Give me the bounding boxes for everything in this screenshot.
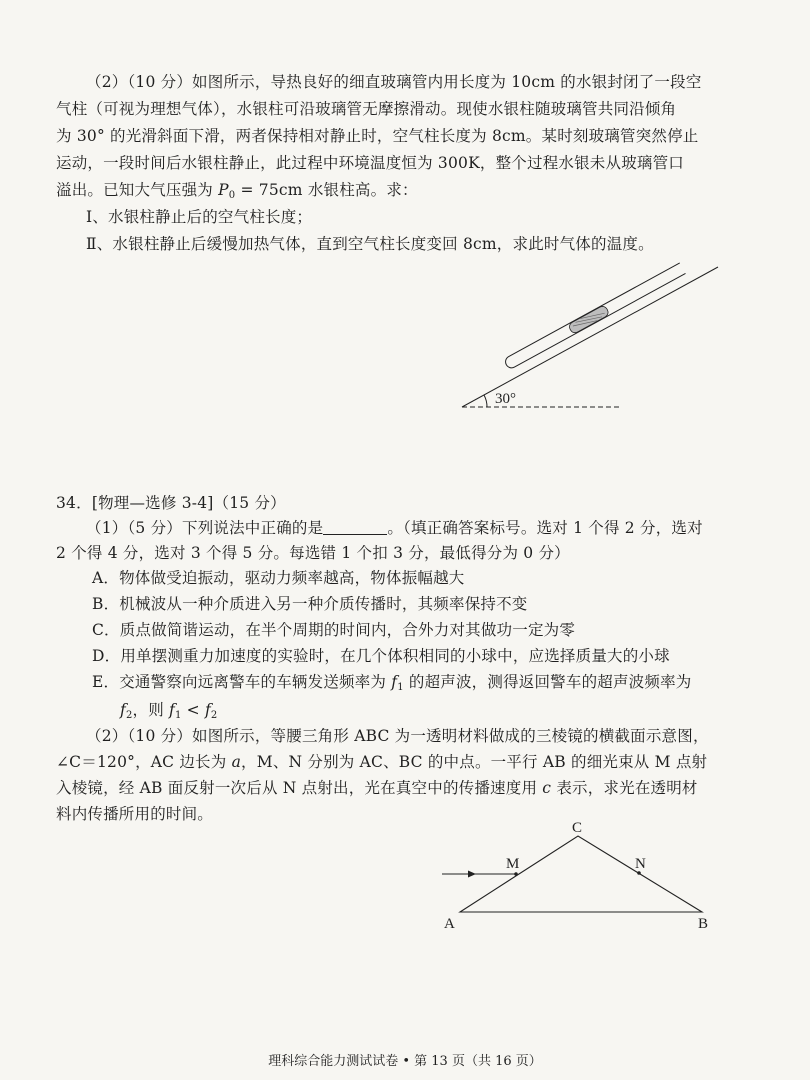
light-speed-symbol: c bbox=[542, 779, 552, 797]
option-d: D．用单摆测重力加速度的实验时，在几个体积相同的小球中，应选择质量大的小球 bbox=[92, 647, 670, 665]
angle-arc bbox=[484, 395, 487, 407]
f2-subscript: 2 bbox=[125, 710, 133, 721]
q34-part1-line-2: 2 个得 4 分，选对 3 个得 5 分。每选错 1 个扣 3 分，最低得分为 0 分） bbox=[56, 544, 570, 562]
q33-line-5-a: 溢出。已知大气压强为 bbox=[56, 181, 219, 199]
q34-part2-l3-a: 入棱镜，经 AB 面反射一次后从 N 点射出，光在真空中的传播速度用 bbox=[56, 779, 543, 797]
answer-blank[interactable] bbox=[323, 520, 387, 535]
q34-part1-line-1 bbox=[86, 518, 703, 538]
option-e-a: E．交通警察向远离警车的车辆发送频率为 bbox=[92, 673, 392, 691]
q34-part1-a: （1）（5 分）下列说法中正确的是 bbox=[86, 519, 324, 537]
glass-tube bbox=[503, 263, 685, 370]
f-symbol: f bbox=[391, 673, 398, 691]
q34-part2-line-4: 料内传播所用的时间。 bbox=[56, 805, 214, 823]
q34-part2-line-1: （2）（10 分）如图所示，等腰三角形 ABC 为一透明材料做成的三棱镜的横截面示意图， bbox=[86, 727, 709, 745]
label-m: M bbox=[506, 856, 520, 872]
page-footer: 理科综合能力测试试卷 • 第 13 页（共 16 页） bbox=[268, 1054, 542, 1069]
q34-part2-l2-b: ，M、N 分别为 AC、BC 的中点。一平行 AB 的细光束从 M 点射 bbox=[241, 753, 708, 771]
f1-symbol-b: f bbox=[169, 701, 175, 719]
q33-line-5 bbox=[56, 180, 418, 200]
q33-line-1: （2）（10 分）如图所示，导热良好的细直玻璃管内用长度为 10cm 的水银封闭了一段空 bbox=[86, 73, 702, 91]
q33-sub-question-1: Ⅰ、水银柱静止后的空气柱长度； bbox=[86, 208, 313, 226]
point-m bbox=[514, 872, 518, 876]
q33-line-2: 气柱（可视为理想气体），水银柱可沿玻璃管无摩擦滑动。现使水银柱随玻璃管共同沿倾角 bbox=[56, 100, 677, 118]
label-a: A bbox=[444, 916, 455, 932]
option-e-b: 的超声波，测得返回警车的超声波频率为 bbox=[403, 673, 692, 691]
f-sub-1: 1 bbox=[397, 682, 404, 693]
pressure-subscript: 0 bbox=[228, 190, 236, 201]
f2-subscript-b: 2 bbox=[210, 710, 218, 721]
f1-subscript-b: 1 bbox=[174, 710, 182, 721]
option-c: C．质点做简谐运动，在半个周期的时间内，合外力对其做功一定为零 bbox=[92, 621, 576, 639]
q34-part2-l2-a: ∠C＝120°，AC 边长为 bbox=[56, 753, 232, 771]
angle-label: 30° bbox=[495, 391, 516, 407]
q33-sub-question-2: Ⅱ、水银柱静止后缓慢加热气体，直到空气柱长度变回 8cm，求此时气体的温度。 bbox=[86, 235, 654, 253]
label-n: N bbox=[635, 856, 646, 872]
q34-header: 34．[物理—选修 3-4]（15 分） bbox=[56, 494, 286, 512]
option-e-c: ，则 bbox=[132, 701, 170, 719]
option-e-line-2 bbox=[120, 700, 217, 720]
option-b: B．机械波从一种介质进入另一种介质传播时，其频率保持不变 bbox=[92, 595, 528, 613]
option-a: A．物体做受迫振动，驱动力频率越高，物体振幅越大 bbox=[92, 569, 465, 587]
label-b: B bbox=[698, 916, 709, 932]
q34-part2-line-3 bbox=[56, 778, 698, 798]
q33-line-4: 运动，一段时间后水银柱静止，此过程中环境温度恒为 300K，整个过程水银未从玻璃管口 bbox=[56, 154, 684, 172]
side-length-symbol: a bbox=[231, 753, 242, 771]
inclined-tube-figure bbox=[440, 255, 730, 420]
q33-line-5-b: = 75cm 水银柱高。求： bbox=[235, 181, 418, 199]
pressure-symbol: P bbox=[218, 181, 229, 199]
ray-arrow-icon bbox=[468, 871, 476, 878]
f2-symbol-b: f bbox=[204, 701, 211, 719]
incline-surface bbox=[462, 267, 718, 407]
option-e-line-1 bbox=[92, 672, 691, 692]
q34-part2-line-2 bbox=[56, 752, 707, 772]
less-than: < bbox=[181, 701, 205, 719]
f2-symbol: f bbox=[120, 701, 126, 719]
prism-figure bbox=[430, 818, 730, 938]
q33-line-3: 为 30° 的光滑斜面下滑，两者保持相对静止时，空气柱长度为 8cm。某时刻玻璃管突然停止 bbox=[56, 127, 699, 145]
q34-part1-b: 。（填正确答案标号。选对 1 个得 2 分，选对 bbox=[387, 519, 703, 537]
q34-part2-l3-b: 表示，求光在透明材 bbox=[551, 779, 698, 797]
label-c: C bbox=[572, 820, 583, 836]
